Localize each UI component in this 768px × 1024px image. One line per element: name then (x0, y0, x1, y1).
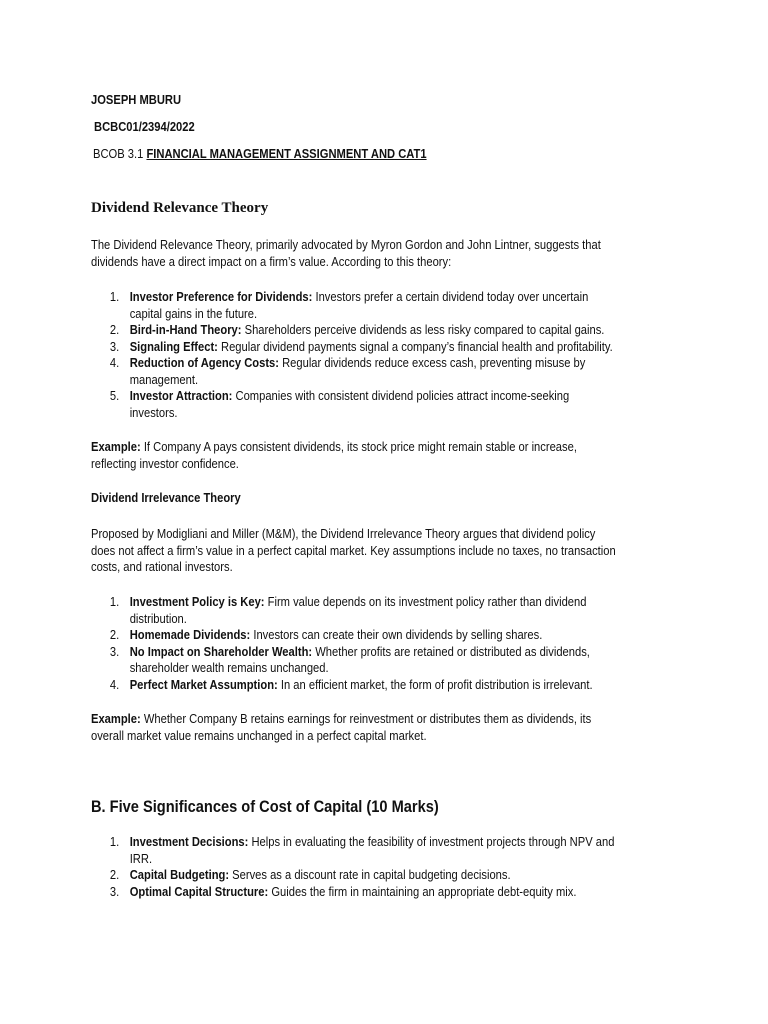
list-term: Investment Policy is Key: (129, 594, 265, 609)
list-text: Regular dividend payments signal a company’s financial health and profitability. (217, 338, 613, 354)
list-continuation: IRR. (129, 850, 153, 866)
cost-of-capital-heading: B. Five Significances of Cost of Capital (10 Marks) (91, 797, 439, 816)
list-text: Regular dividends reduce excess cash, preventing misuse by (278, 355, 586, 370)
list-item (91, 644, 593, 677)
list-term: Investor Attraction: (129, 388, 233, 403)
list-item (91, 322, 613, 339)
paragraph-line: Proposed by Modigliani and Miller (M&M), the Dividend Irrelevance Theory argues that dividend policy (91, 526, 596, 541)
list-text: Shareholders perceive dividends as less risky compared to capital gains. (241, 322, 605, 337)
registration-number-text: BCBC01/2394/2022 (94, 119, 195, 134)
list-number: 3. (109, 883, 120, 899)
list-text: Helps in evaluating the feasibility of investment projects through NPV and (248, 834, 615, 849)
list-term: Optimal Capital Structure: (129, 883, 269, 899)
example-text: If Company A pays consistent dividends, its stock price might remain stable or increase, (140, 439, 577, 454)
list-item (91, 388, 613, 421)
example-label: Example: (91, 711, 141, 726)
relevance-example (91, 439, 577, 472)
list-term: Perfect Market Assumption: (129, 676, 278, 692)
paragraph-line: does not affect a firm’s value in a perfect capital market. Key assumptions include no taxes, no transaction (91, 542, 616, 558)
example-text: overall market value remains unchanged in a perfect capital market. (91, 727, 427, 743)
irrelevance-example (91, 711, 591, 744)
list-number: 5. (109, 388, 120, 403)
list-text: In an efficient market, the form of profit distribution is irrelevant. (277, 676, 593, 692)
list-text: Serves as a discount rate in capital budgeting decisions. (229, 867, 511, 882)
irrelevance-heading (91, 490, 241, 507)
list-item (91, 677, 593, 694)
cost-of-capital-list (91, 834, 614, 900)
list-text: Guides the firm in maintaining an appropriate debt-equity mix. (268, 883, 577, 899)
list-item (91, 355, 613, 388)
list-number: 1. (109, 594, 120, 609)
list-term: Investor Preference for Dividends: (129, 289, 313, 304)
list-item (91, 627, 593, 644)
example-text: Whether Company B retains earnings for reinvestment or distributes them as dividends, its (140, 711, 592, 726)
list-number: 2. (109, 627, 120, 642)
relevance-list (91, 289, 613, 421)
list-continuation: shareholder wealth remains unchanged. (129, 660, 329, 675)
list-text: Whether profits are retained or distributed as dividends, (312, 643, 590, 659)
irrelevance-heading-text: Dividend Irrelevance Theory (91, 490, 241, 505)
list-number: 4. (109, 355, 120, 370)
list-term: Investment Decisions: (129, 834, 249, 849)
list-item (91, 884, 614, 901)
list-continuation: capital gains in the future. (129, 305, 258, 321)
list-term: Signaling Effect: (129, 338, 218, 354)
irrelevance-intro (91, 526, 616, 576)
list-continuation: investors. (129, 404, 178, 420)
list-term: No Impact on Shareholder Wealth: (129, 643, 313, 659)
list-term: Reduction of Agency Costs: (129, 355, 279, 370)
list-number: 3. (109, 643, 120, 659)
list-term: Homemade Dividends: (129, 627, 251, 642)
list-term: Bird-in-Hand Theory: (129, 322, 242, 337)
list-term: Capital Budgeting: (129, 867, 230, 882)
paragraph-line: The Dividend Relevance Theory, primarily advocated by Myron Gordon and John Lintner, suggests that (91, 237, 601, 252)
course-title: FINANCIAL MANAGEMENT ASSIGNMENT AND CAT1 (146, 146, 427, 161)
paragraph-line: dividends have a direct impact on a firm’s value. According to this theory: (91, 253, 452, 269)
author-name-text: JOSEPH MBURU (91, 92, 182, 107)
list-item (91, 289, 613, 322)
list-text: Firm value depends on its investment policy rather than dividend (264, 594, 587, 609)
list-item (91, 594, 593, 627)
list-text: Investors can create their own dividends by selling shares. (250, 627, 543, 642)
list-item (91, 834, 614, 867)
list-number: 2. (109, 322, 120, 337)
list-text: Investors prefer a certain dividend today over uncertain (312, 289, 589, 304)
list-item (91, 339, 613, 356)
registration-number (94, 119, 195, 136)
irrelevance-list (91, 594, 593, 693)
list-continuation: management. (129, 371, 199, 387)
list-text: Companies with consistent dividend policies attract income-seeking (232, 388, 570, 403)
list-number: 1. (109, 834, 120, 849)
list-continuation: distribution. (129, 610, 187, 626)
paragraph-line: costs, and rational investors. (91, 559, 233, 574)
example-text: reflecting investor confidence. (91, 455, 239, 471)
list-number: 2. (109, 867, 120, 882)
relevance-heading: Dividend Relevance Theory (91, 200, 269, 216)
example-label: Example: (91, 439, 141, 454)
relevance-intro (91, 237, 601, 270)
author-name (91, 92, 181, 109)
list-number: 4. (109, 676, 120, 692)
list-number: 3. (109, 338, 120, 354)
list-item (91, 867, 614, 884)
course-line (93, 146, 427, 163)
list-number: 1. (109, 289, 120, 304)
course-prefix: BCOB 3.1 (93, 146, 144, 161)
